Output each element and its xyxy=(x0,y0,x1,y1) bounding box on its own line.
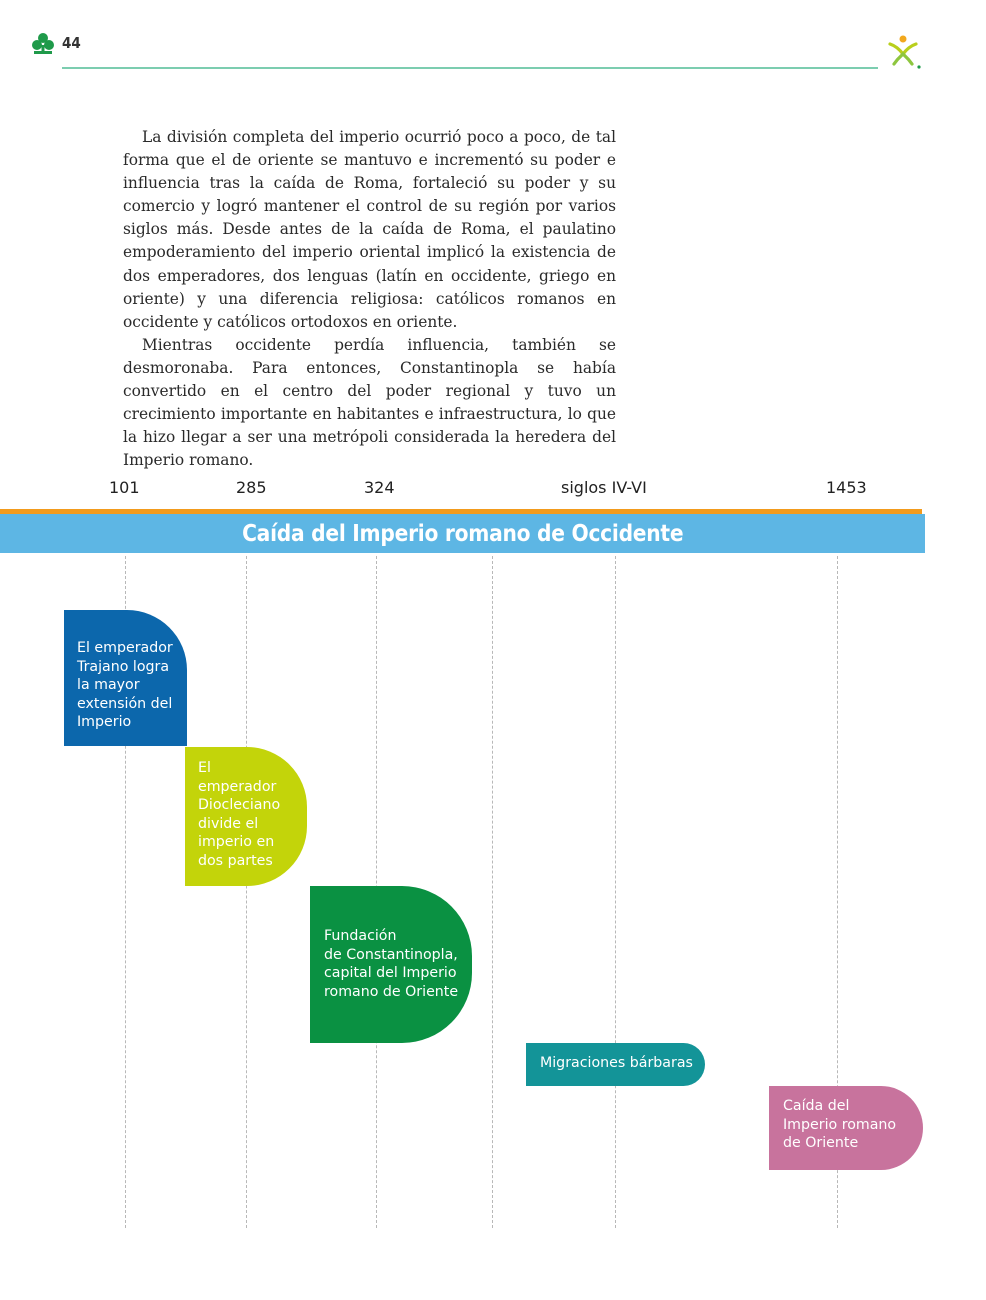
year-label: 324 xyxy=(364,478,395,497)
event-label: Migraciones bárbaras xyxy=(540,1055,693,1071)
event-diocleciano xyxy=(185,747,307,886)
year-label: 1453 xyxy=(826,478,867,497)
event-migraciones xyxy=(526,1043,705,1086)
timeline-title: Caída del Imperio romano de Occidente xyxy=(241,520,684,547)
event-caida-oriente xyxy=(769,1086,923,1170)
timeline-guide-line xyxy=(615,556,616,1228)
event-constantinopla xyxy=(310,886,472,1043)
yellow-figure-icon xyxy=(884,32,922,70)
page-number: 44 xyxy=(62,34,81,52)
green-clover-icon xyxy=(30,30,56,56)
event-label: El emperador Diocleciano divide el imperio en dos partes xyxy=(198,760,281,869)
event-label: Fundación de Constantinopla, capital del Imperio romano de Oriente xyxy=(324,928,459,1000)
timeline-years xyxy=(0,478,986,504)
year-label: 101 xyxy=(109,478,140,497)
timeline-title-bar xyxy=(0,514,925,553)
event-label: Caída del Imperio romano de Oriente xyxy=(783,1098,897,1152)
year-label: 285 xyxy=(236,478,267,497)
header-rule xyxy=(62,67,878,69)
event-trajano xyxy=(64,610,187,746)
paragraph-2: Mientras occidente perdía influencia, también se desmoronaba. Para entonces, Constantinopla se había convertido en el centro del poder regional y tuvo un crecimiento importante en habitantes e infraestructura, lo que la hizo llegar a ser una metrópoli considerada la heredera del Imperio romano. xyxy=(123,335,616,470)
body-text xyxy=(123,126,616,472)
paragraph-1: La división completa del imperio ocurrió poco a poco, de tal forma que el de oriente se mantuvo e incrementó su poder e influencia tras la caída de Roma, fortaleció su poder y su comercio y logró mantener el control de su región por varios siglos más. Desde antes de la caída de Roma, el paulatino empoderamiento del imperio oriental implicó la existencia de dos emperadores, dos lenguas (latín en occidente, griego en oriente) y una diferencia religiosa: católicos romanos en occidente y católicos ortodoxos en oriente. xyxy=(123,128,616,331)
timeline-guide-line xyxy=(246,556,247,1228)
year-label: siglos IV-VI xyxy=(561,478,647,497)
event-label: El emperador Trajano logra la mayor extensión del Imperio xyxy=(77,640,173,731)
timeline-guide-line xyxy=(492,556,493,1228)
